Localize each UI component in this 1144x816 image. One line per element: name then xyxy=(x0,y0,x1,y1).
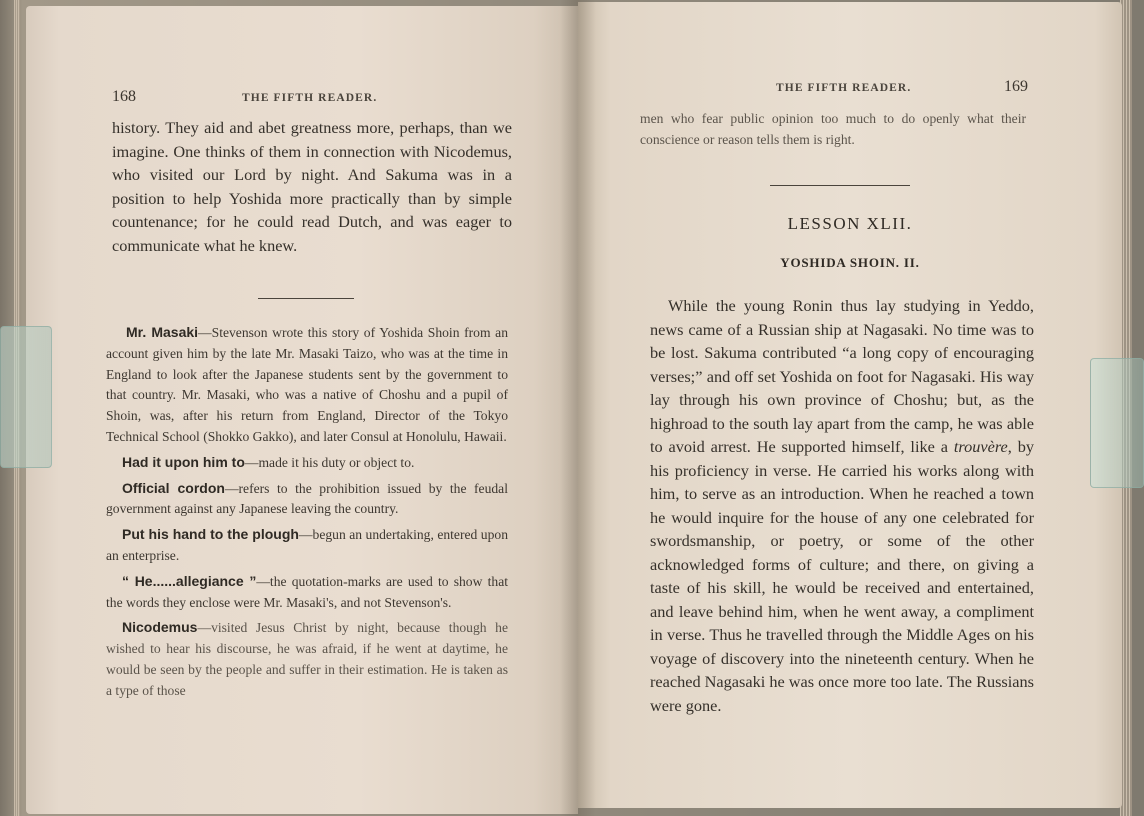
note-text: —begun an undertaking, entered upon an enterprise. xyxy=(106,527,508,563)
right-page-clip xyxy=(1090,358,1144,488)
note-text: —the quotation-marks are used to show that the words they enclose were Mr. Masaki's, and not Stevenson's. xyxy=(106,573,509,610)
continued-note-text: men who fear public opinion too much to do openly what their conscience or reason tells them is right. xyxy=(640,111,1026,147)
note-text: —visited Jesus Christ by night, because though he wished to hear his discourse, he was afraid, if he went at daytime, he would be seen by the people and suffer in their estimation. He is taken as a type of those xyxy=(106,620,508,698)
note-put-his-hand xyxy=(106,524,508,567)
note-term: Had it upon him to xyxy=(122,453,245,470)
section-divider xyxy=(258,298,354,299)
lesson-subtitle: YOSHIDA SHOIN. II. xyxy=(780,255,920,270)
note-had-it-upon-him xyxy=(106,452,508,474)
note-term: Mr. Masaki xyxy=(126,324,199,340)
note-text: —refers to the prohibition issued by the feudal government against any Japanese leaving the country. xyxy=(106,480,508,517)
lesson-text-part-1: While the young Ronin thus lay studying in Yeddo, news came of a Russian ship at Nagasaki. No time was to be lost. Sakuma contributed “a long copy of encouraging verses;” and off set Yoshida on foot for Nagasaki. His way lay through his own province of Choshu; but, as the highroad to the south lay apart from the camp, he was able to avoid arrest. He supported himself, like a xyxy=(650,296,1034,456)
continuation-block xyxy=(640,108,1026,150)
page-number-right: 169 xyxy=(1004,78,1028,95)
running-head-right: THE FIFTH READER. xyxy=(776,82,912,94)
running-head-left: THE FIFTH READER. xyxy=(242,92,378,104)
note-text: —made it his duty or object to. xyxy=(244,454,415,470)
note-nicodemus xyxy=(106,617,508,701)
right-page xyxy=(578,2,1122,808)
lesson-paragraph xyxy=(650,294,1034,717)
italic-word: trouvère xyxy=(953,437,1008,456)
note-official-cordon xyxy=(106,478,508,521)
lesson-title: LESSON XLII. xyxy=(787,214,913,233)
lesson-text-part-2: , by his proficiency in verse. He carried his works along with him, to serve as an introduction. When he reached a town he would inquire for the house of any one celebrated for swordsmanship, or poetry, or some of the other acknowledged forms of culture; and there, on giving a taste of his skill, he would be received and entertained, and leave behind him, when he went away, a compliment in verse. Thus he travelled through the Middle Ages on his voyage of discovery into the nineteenth century. When he reached Nagasaki he was once more too late. The Russians were gone. xyxy=(650,437,1035,715)
body-paragraph: history. They aid and abet greatness more, perhaps, than we imagine. One thinks of them in connection with Nicodemus, who visited our Lord by night. And Sakuma was in a position to help Yoshida more practically than by simple countenance; for he could read Dutch, and was eager to communicate what he knew. xyxy=(112,118,512,255)
note-mr-masaki xyxy=(106,322,508,448)
left-page xyxy=(26,6,578,814)
lesson-divider xyxy=(770,185,910,186)
left-body-text-block xyxy=(112,116,512,257)
left-page-clip xyxy=(0,326,52,468)
page-number-left: 168 xyxy=(112,88,136,105)
note-term: Nicodemus xyxy=(122,619,198,636)
book-spine-shadow xyxy=(560,0,596,816)
note-allegiance xyxy=(106,571,508,614)
right-body-text-block xyxy=(650,294,1034,717)
note-term: “ He......allegiance ” xyxy=(122,572,257,589)
note-term: Put his hand to the plough xyxy=(122,526,299,543)
note-term: Official cordon xyxy=(122,479,225,496)
notes-block xyxy=(106,322,508,706)
note-text: —Stevenson wrote this story of Yoshida Shoin from an account given him by the late Mr. Masaki Taizo, who was at the time in England to look after the Japanese students sent by the government to that country. Mr. Masaki, who was a native of Choshu and a pupil of Shoin, was, after his return from England, Director of the Tokyo Technical School (Shokko Gakko), and later Consul at Honolulu, Hawaii. xyxy=(106,325,508,444)
